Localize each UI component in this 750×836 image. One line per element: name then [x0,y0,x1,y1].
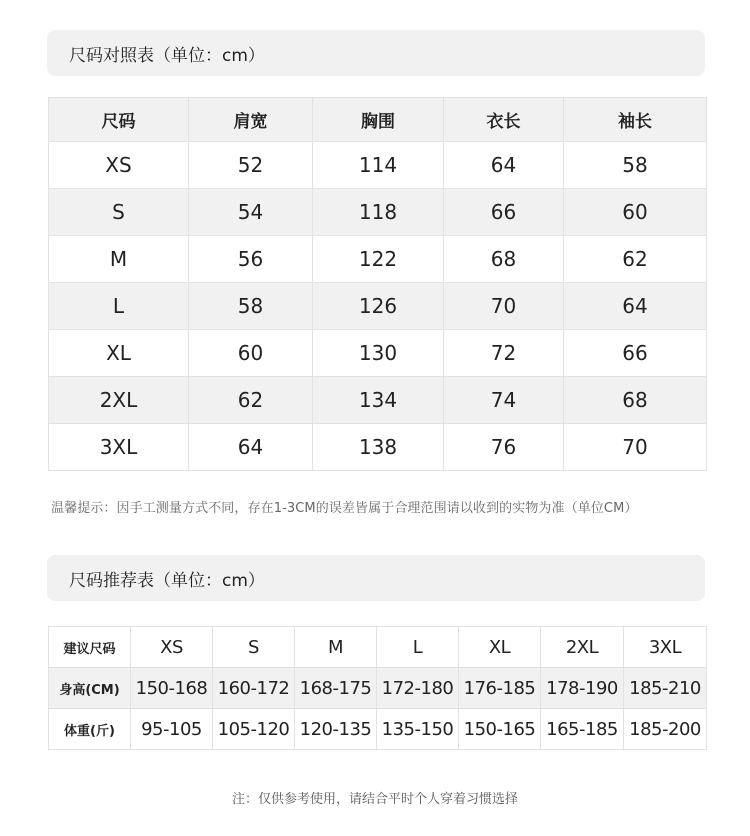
table-cell: S [49,189,189,236]
size-chart-title: 尺码对照表（单位：cm） [47,30,705,76]
table-cell: 185-200 [624,709,707,750]
table-cell: L [49,283,189,330]
table-row [49,424,707,471]
table-cell: 52 [189,142,313,189]
table-cell: 150-168 [131,668,213,709]
footer-note: 注：仅供参考使用，请结合平时个人穿着习惯选择 [231,792,518,807]
table-cell: 54 [189,189,313,236]
table-cell: 60 [564,189,707,236]
table-row [49,142,707,189]
table-row-weight [49,709,707,750]
table-cell: 3XL [624,627,707,668]
table-row [49,283,707,330]
table-cell: 185-210 [624,668,707,709]
table-cell: 176-185 [459,668,541,709]
table-row [49,189,707,236]
table-cell: 138 [313,424,444,471]
table-cell: M [295,627,377,668]
table-cell: M [49,236,189,283]
row-label: 身高(CM) [49,668,131,709]
table-cell: XL [49,330,189,377]
header-cell: 肩宽 [189,98,313,142]
table-cell: 62 [189,377,313,424]
table-cell: 105-120 [213,709,295,750]
table-row-size [49,627,707,668]
table-cell: 118 [313,189,444,236]
table-cell: 76 [444,424,564,471]
table-cell: 68 [444,236,564,283]
table-cell: XL [459,627,541,668]
table-cell: L [377,627,459,668]
table-cell: 150-165 [459,709,541,750]
table-cell: 66 [564,330,707,377]
table-cell: 130 [313,330,444,377]
table-row [49,236,707,283]
row-label: 建议尺码 [49,627,131,668]
table-row [49,377,707,424]
table-cell: 165-185 [541,709,624,750]
table-cell: 120-135 [295,709,377,750]
table-cell: 56 [189,236,313,283]
table-cell: XS [131,627,213,668]
table-cell: 66 [444,189,564,236]
table-cell: 70 [444,283,564,330]
table-cell: 160-172 [213,668,295,709]
table-cell: 3XL [49,424,189,471]
table-cell: 64 [564,283,707,330]
row-label: 体重(斤) [49,709,131,750]
table-cell: 122 [313,236,444,283]
table-cell: 72 [444,330,564,377]
table-cell: 58 [189,283,313,330]
table-cell: S [213,627,295,668]
recommend-chart-table [48,626,707,750]
header-cell: 尺码 [49,98,189,142]
table-cell: 126 [313,283,444,330]
table-cell: 58 [564,142,707,189]
table-cell: 114 [313,142,444,189]
table-cell: 60 [189,330,313,377]
table-cell: 70 [564,424,707,471]
table-cell: XS [49,142,189,189]
table-cell: 178-190 [541,668,624,709]
measurement-note: 温馨提示：因手工测量方式不同，存在1-3CM的误差皆属于合理范围请以收到的实物为准（单位CM） [51,501,638,516]
table-cell: 62 [564,236,707,283]
table-row [49,330,707,377]
table-cell: 95-105 [131,709,213,750]
size-chart-table [48,97,707,471]
header-cell: 胸围 [313,98,444,142]
table-cell: 2XL [49,377,189,424]
table-cell: 172-180 [377,668,459,709]
header-cell: 衣长 [444,98,564,142]
recommend-chart-title: 尺码推荐表（单位：cm） [47,555,705,601]
table-row-height [49,668,707,709]
size-chart-header-row [49,98,707,142]
table-cell: 64 [189,424,313,471]
header-cell: 袖长 [564,98,707,142]
table-cell: 168-175 [295,668,377,709]
table-cell: 74 [444,377,564,424]
table-cell: 134 [313,377,444,424]
table-cell: 2XL [541,627,624,668]
table-cell: 68 [564,377,707,424]
table-cell: 135-150 [377,709,459,750]
table-cell: 64 [444,142,564,189]
